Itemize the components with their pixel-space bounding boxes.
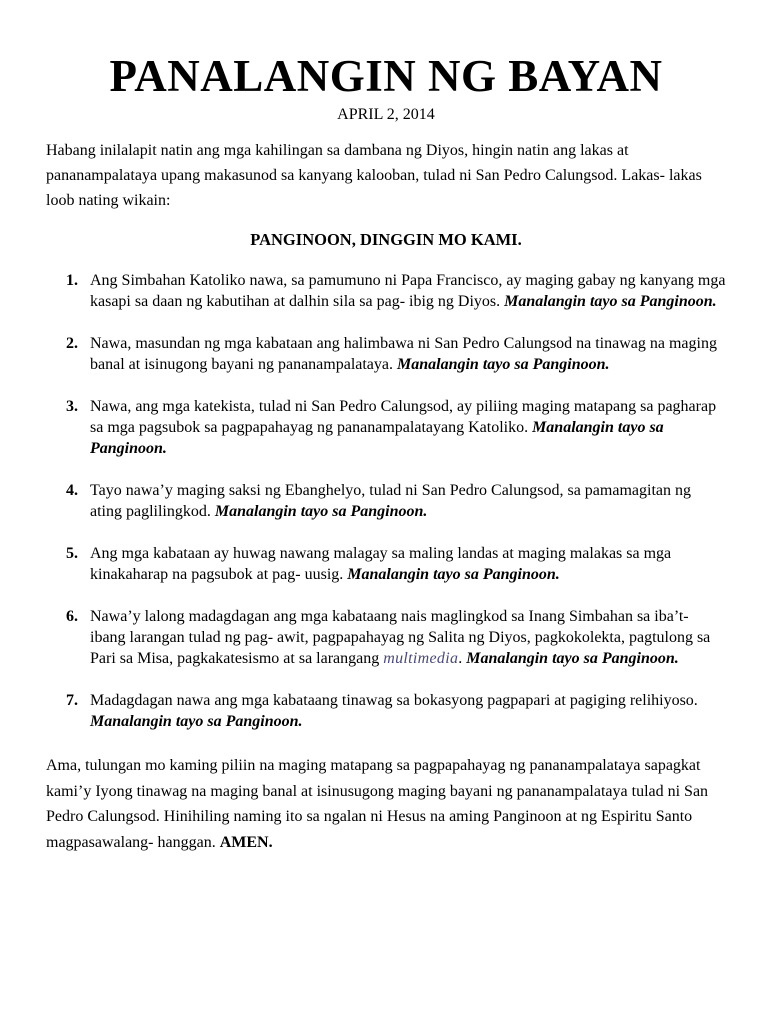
petition-response: Manalangin tayo sa Panginoon. [214,503,428,520]
petition-response: Manalangin tayo sa Panginoon. [90,419,664,457]
petition-response: Manalangin tayo sa Panginoon. [347,566,560,583]
multimedia-term: multimedia [383,650,459,667]
petition-text: Ang mga kabataan ay huwag nawang malagay sa maling landas at maging malakas sa mga kinakaharap na pagsubok at pag- uusig. [90,545,672,583]
amen-text: AMEN. [219,833,273,851]
intro-paragraph: Habang inilalapit natin ang mga kahilingan sa dambana ng Diyos, hingin natin ang lakas at pananampalataya upang makasunod sa kanyang kalooban, tulad ni San Pedro Calungsod. Lakas- lakas loob nating wikain: [46,142,702,209]
petition-item [46,606,726,669]
petition-response: Manalangin tayo sa Panginoon. [504,293,717,310]
petition-response: Manalangin tayo sa Panginoon. [397,356,610,373]
petition-item [46,543,726,585]
petition-number: 5. [66,545,78,562]
petition-item [46,396,726,459]
petition-text: Ang Simbahan Katoliko nawa, sa pamumuno ni Papa Francisco, ay maging gabay ng kanyang mga kasapi sa daan ng kabutihan at dalhin sila sa pag- ibig ng Diyos. [90,272,726,310]
petition-text: Tayo nawa’y maging saksi ng Ebanghelyo, tulad ni San Pedro Calungsod, sa pamamagitan ng ating paglilingkod. [90,482,691,520]
document-date: APRIL 2, 2014 [337,106,435,123]
petition-response: Manalangin tayo sa Panginoon. [466,650,679,667]
petition-item [46,690,726,732]
closing-text: Ama, tulungan mo kaming piliin na maging matapang sa pagpapahayag ng pananampalataya sapagkat kami’y Iyong tinawag na maging banal at isinusugong maging bayani ng pananampalataya tulad ni San Pedro Calungsod. Hinihiling naming ito sa ngalan ni Hesus na aming Panginoon at ng Espiritu Santo magpasawalang- hanggan. [46,757,709,851]
response-heading: PANGINOON, DINGGIN MO KAMI. [250,230,522,249]
petition-text: Nawa, masundan ng mga kabataan ang halimbawa ni San Pedro Calungsod na tinawag na maging banal at isinugong bayani ng pananampalataya. [90,335,717,373]
petition-number: 7. [66,692,78,709]
page-title: PANALANGIN NG BAYAN [109,51,663,101]
petition-text: Madagdagan nawa ang mga kabataang tinawag sa bokasyong pagpapari at pagiging relihiyoso. [90,692,698,709]
closing-prayer [46,753,726,855]
petition-number: 1. [66,272,78,289]
petition-number: 6. [66,608,78,625]
petition-list [46,270,726,732]
petition-number: 4. [66,482,78,499]
document-page [46,50,726,855]
petition-item [46,270,726,312]
petition-punctuation: . [458,650,463,667]
petition-text: Nawa, ang mga katekista, tulad ni San Pedro Calungsod, ay piliing maging matapang sa pagharap sa mga pagsubok sa pagpapahayag ng pananampalatayang Katoliko. [90,398,717,436]
petition-number: 2. [66,335,78,352]
petition-number: 3. [66,398,78,415]
petition-response: Manalangin tayo sa Panginoon. [90,713,303,730]
petition-item [46,480,726,522]
petition-text: Nawa’y lalong madagdagan ang mga kabataang nais maglingkod sa Inang Simbahan sa iba’t- ibang larangan tulad ng pag- awit, pagpapahayag ng Salita ng Diyos, pagkokolekta, pagtulong sa Pari sa Misa, pagkakatesismo at sa larangang [90,608,711,667]
petition-item [46,333,726,375]
